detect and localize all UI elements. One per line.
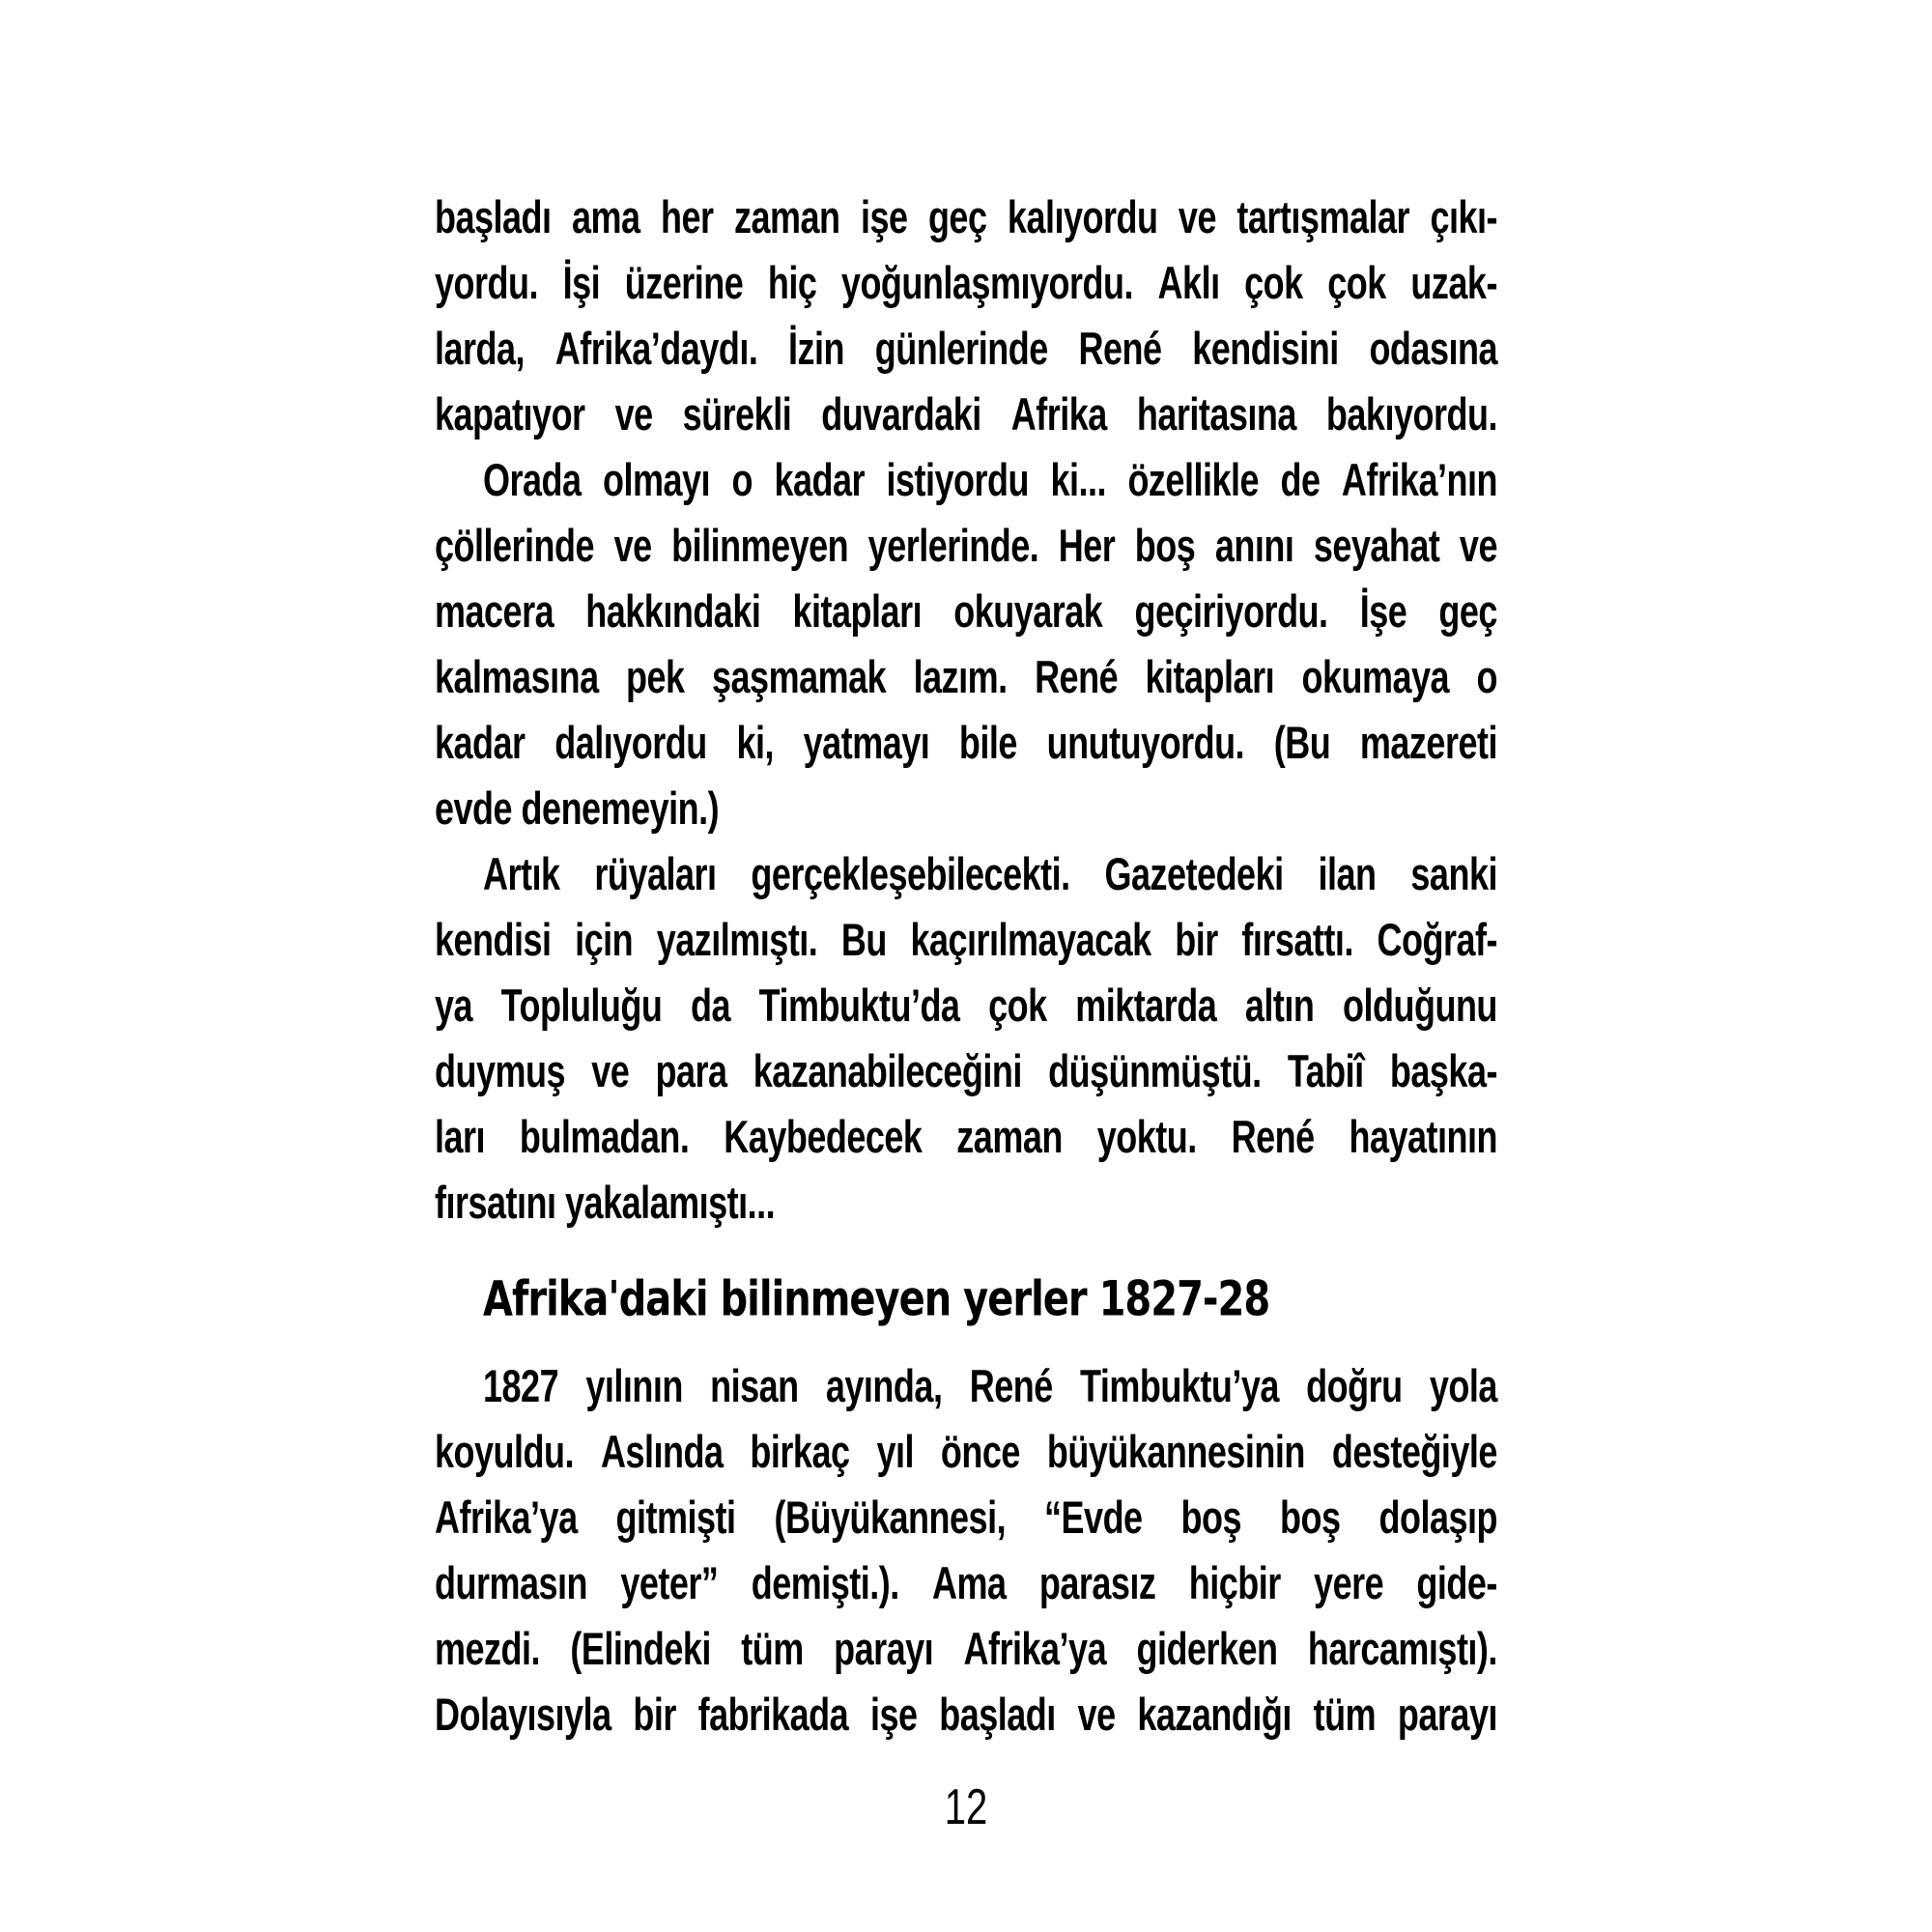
word: günlerinde <box>874 322 1048 375</box>
word: da <box>691 979 731 1032</box>
word: bile <box>958 716 1017 769</box>
word: kazandığı <box>1137 1688 1292 1741</box>
word: Afrika’ya <box>963 1622 1107 1675</box>
word: Timbuktu’ya <box>1079 1359 1279 1412</box>
word: tüm <box>1313 1688 1377 1741</box>
word: kalıyordu <box>1007 190 1158 243</box>
word: çok <box>1327 256 1386 309</box>
text-line <box>435 1671 1497 1758</box>
word: yatmayı <box>803 716 930 769</box>
word: gerçekleşebilecekti. <box>751 847 1070 900</box>
word: Afrika <box>1010 387 1107 440</box>
word: (Elindeki <box>570 1622 711 1675</box>
word: uzak- <box>1410 256 1497 309</box>
word: kapatıyor <box>435 387 585 440</box>
word: Her <box>1058 519 1116 572</box>
word: parasız <box>1038 1556 1156 1609</box>
word: o <box>1476 650 1497 703</box>
body-text-block <box>435 185 1497 1747</box>
word: işe <box>860 190 908 243</box>
word: kendisi <box>435 913 552 966</box>
word: okumaya <box>1301 650 1450 703</box>
word: seyahat <box>1313 519 1440 572</box>
word: “Evde <box>1044 1491 1143 1544</box>
word: fırsattı. <box>1241 913 1353 966</box>
text-line: evde denemeyin.) <box>435 781 720 835</box>
word: Artık <box>483 847 560 900</box>
word: kaçırılmayacak <box>910 913 1151 966</box>
word: işe <box>869 1688 918 1741</box>
word: dolaşıp <box>1378 1491 1497 1544</box>
word: Timbuktu’da <box>758 979 960 1032</box>
word: ve <box>591 1044 630 1097</box>
word: boş <box>1134 519 1196 572</box>
word: lazım. <box>913 650 1008 703</box>
word: (Bu <box>1273 716 1331 769</box>
word: ve <box>1077 1688 1116 1741</box>
word: okuyarak <box>953 584 1103 638</box>
word: koyuldu. <box>435 1425 575 1478</box>
word: Tabiî <box>1287 1044 1364 1097</box>
word: Afrika’daydı. <box>554 322 758 375</box>
word: ve <box>1178 190 1216 243</box>
word: önce <box>940 1425 1020 1478</box>
word: kazanabileceğini <box>753 1044 1022 1097</box>
word: yordu. <box>435 256 539 309</box>
word: sürekli <box>682 387 792 440</box>
word: ve <box>613 519 652 572</box>
word: fabrikada <box>697 1688 849 1741</box>
word: ları <box>435 1110 486 1163</box>
word: ve <box>1459 519 1497 572</box>
word: ve <box>614 387 653 440</box>
word: yerlerinde. <box>867 519 1039 572</box>
word: mezdi. <box>435 1622 541 1675</box>
word: Orada <box>483 453 582 506</box>
word: ama <box>572 190 640 243</box>
word: İşi <box>562 256 601 309</box>
word: tüm <box>741 1622 804 1675</box>
word: başladı <box>435 190 552 243</box>
word: Afrika’nın <box>1341 453 1497 506</box>
word: Aklı <box>1157 256 1220 309</box>
word: para <box>655 1044 727 1097</box>
word: ilan <box>1318 847 1377 900</box>
word: macera <box>435 584 554 638</box>
word: René <box>969 1359 1053 1412</box>
word: ya <box>435 979 473 1032</box>
word: çok <box>1244 256 1303 309</box>
word: larda, <box>435 322 526 375</box>
word: çöllerinde <box>435 519 595 572</box>
word: pek <box>626 650 685 703</box>
word: başka- <box>1389 1044 1497 1097</box>
word: haritasına <box>1136 387 1296 440</box>
word: doğru <box>1306 1359 1403 1412</box>
word: Topluluğu <box>500 979 663 1032</box>
word: zaman <box>733 190 840 243</box>
word: kadar <box>774 453 866 506</box>
word: bir <box>633 1688 676 1741</box>
page-number: 12 <box>944 1779 988 1835</box>
word: Dolayısıyla <box>435 1688 611 1741</box>
word: René <box>1035 650 1119 703</box>
word: Aslında <box>600 1425 724 1478</box>
word: yılının <box>585 1359 683 1412</box>
word: unutuyordu. <box>1046 716 1245 769</box>
word: desteğiyle <box>1331 1425 1497 1478</box>
word: kitapları <box>792 584 923 638</box>
word: ki, <box>736 716 774 769</box>
word: bulmadan. <box>519 1110 690 1163</box>
word: bilinmeyen <box>671 519 849 572</box>
word: Afrika’ya <box>435 1491 578 1544</box>
word: bakıyordu. <box>1325 387 1497 440</box>
word: duymuş <box>435 1044 566 1097</box>
word: ayında, <box>825 1359 943 1412</box>
word: o <box>731 453 753 506</box>
word: nisan <box>710 1359 799 1412</box>
word: bir <box>1175 913 1218 966</box>
word: zaman <box>956 1110 1063 1163</box>
word: anını <box>1214 519 1294 572</box>
word: Gazetedeki <box>1104 847 1284 900</box>
word: hakkındaki <box>585 584 761 638</box>
word: İzin <box>788 322 845 375</box>
word: parayı <box>834 1622 934 1675</box>
word: odasına <box>1369 322 1497 375</box>
word: gitmişti <box>615 1491 736 1544</box>
word: kadar <box>435 716 526 769</box>
word: boş <box>1180 1491 1242 1544</box>
word: ki... <box>1050 453 1106 506</box>
word: gide- <box>1416 1556 1497 1609</box>
word: altın <box>1244 979 1315 1032</box>
word: yeter” <box>620 1556 719 1609</box>
word: yere <box>1314 1556 1384 1609</box>
word: demişti.). <box>751 1556 899 1609</box>
word: durmasın <box>435 1556 588 1609</box>
word: tartışmalar <box>1236 190 1410 243</box>
word: çıkı- <box>1430 190 1497 243</box>
word: yoğunlaşmıyordu. <box>840 256 1133 309</box>
word: geç <box>927 190 987 243</box>
word: yazılmıştı. <box>656 913 818 966</box>
word: kitapları <box>1145 650 1275 703</box>
word: boş <box>1280 1491 1341 1544</box>
word: Bu <box>840 913 887 966</box>
word: 1827 <box>483 1359 559 1412</box>
text-line: fırsatını yakalamıştı... <box>435 1176 776 1229</box>
word: Kaybedecek <box>724 1110 923 1163</box>
word: yola <box>1429 1359 1497 1412</box>
word: Coğraf- <box>1377 913 1497 966</box>
word: Ama <box>932 1556 1007 1609</box>
word: olmayı <box>603 453 711 506</box>
word: istiyordu <box>886 453 1029 506</box>
word: de <box>1280 453 1321 506</box>
section-heading: Afrika'daki bilinmeyen yerler 1827-28 <box>483 1271 1270 1327</box>
word: düşünmüştü. <box>1048 1044 1262 1097</box>
word: giderken <box>1136 1622 1278 1675</box>
word: olduğunu <box>1342 979 1497 1032</box>
word: sanki <box>1410 847 1497 900</box>
word: René <box>1231 1110 1315 1163</box>
word: miktarda <box>1075 979 1217 1032</box>
word: kendisini <box>1192 322 1339 375</box>
word: (Büyükannesi, <box>774 1491 1007 1544</box>
word: geçiriyordu. <box>1134 584 1328 638</box>
word: üzerine <box>624 256 744 309</box>
word: İşe <box>1359 584 1407 638</box>
word: hayatının <box>1349 1110 1497 1163</box>
word: geç <box>1438 584 1497 638</box>
word: özellikle <box>1127 453 1259 506</box>
word: René <box>1078 322 1162 375</box>
word: şaşmamak <box>712 650 887 703</box>
word: için <box>575 913 634 966</box>
word: yıl <box>876 1425 914 1478</box>
word: her <box>661 190 714 243</box>
word: hiçbir <box>1188 1556 1281 1609</box>
word: yoktu. <box>1096 1110 1197 1163</box>
word: mazereti <box>1359 716 1497 769</box>
word: duvardaki <box>821 387 981 440</box>
word: birkaç <box>750 1425 850 1478</box>
word: rüyaları <box>594 847 717 900</box>
word: büyükannesinin <box>1046 1425 1305 1478</box>
word: hiç <box>767 256 817 309</box>
word: harcamıştı). <box>1307 1622 1497 1675</box>
word: çok <box>988 979 1047 1032</box>
word: başladı <box>939 1688 1056 1741</box>
word: dalıyordu <box>554 716 707 769</box>
word: parayı <box>1397 1688 1497 1741</box>
word: kalmasına <box>435 650 599 703</box>
